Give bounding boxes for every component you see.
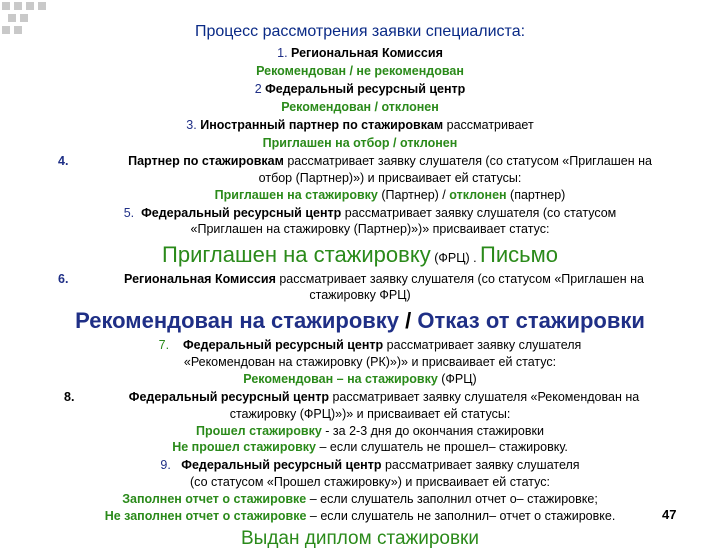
- step-number: 5.: [123, 206, 135, 220]
- step-title: Федеральный ресурсный центр: [141, 206, 342, 220]
- step-9-status-2: Не заполнен отчет о стажировке – если слушатель не заполнил– отчет о стажировке.: [104, 509, 616, 523]
- step-5-line1: [10, 206, 720, 221]
- step-title: Федеральный ресурсный центр: [181, 458, 382, 472]
- step-9-line2: (со статусом «Прошел стажировку») и присваивает ей статус:: [190, 475, 550, 489]
- step-8-status-1: Прошел стажировку - за 2-3 дня до окончания стажировки: [196, 424, 544, 438]
- step-number: 1.: [277, 46, 288, 60]
- step-title: Федеральный ресурсный центр: [265, 82, 466, 96]
- step-5-line2: «Приглашен на стажировку (Партнер)»)» присваивает статус:: [190, 222, 550, 236]
- step-number: 4.: [58, 154, 69, 168]
- step-number: 3.: [186, 118, 197, 132]
- step-8-line2: стажировку (ФРЦ)»)» и присваивает ей статусы:: [229, 407, 511, 421]
- step-number: 2: [254, 82, 262, 96]
- step-number: 8.: [64, 390, 75, 404]
- step-3: [0, 118, 720, 133]
- cut-off-line: Выдан диплом стажировки: [241, 528, 479, 549]
- step-title: Региональная Комиссия: [124, 272, 276, 286]
- step-4-line1: [30, 154, 720, 169]
- step-1: [0, 46, 720, 61]
- step-title: Федеральный ресурсный центр: [183, 338, 384, 352]
- page-number: 47: [662, 507, 677, 522]
- step-title: Партнер по стажировкам: [128, 154, 284, 168]
- step-2: [0, 82, 720, 97]
- step-text: рассматривает заявку слушателя (со статусом: [341, 206, 617, 220]
- step-7-status: Рекомендован – на стажировку (ФРЦ): [243, 372, 477, 386]
- step-status: Приглашен на отбор / отклонен: [262, 136, 458, 150]
- step-6-status: Рекомендован на стажировку / Отказ от стажировки: [75, 308, 645, 333]
- step-text: рассматривает заявку слушателя (со статусом «Приглашен на: [275, 272, 644, 286]
- step-4-status: Приглашен на стажировку (Партнер) / отклонен (партнер): [214, 188, 566, 202]
- page-title: Процесс рассмотрения заявки специалиста:: [194, 23, 526, 40]
- step-8-status-2: Не прошел стажировку – если слушатель не прошел– стажировку.: [172, 440, 568, 454]
- step-text: рассматривает заявку слушателя: [383, 338, 582, 352]
- step-status: Рекомендован / отклонен: [281, 100, 439, 114]
- step-status: Рекомендован / не рекомендован: [256, 64, 464, 78]
- step-4-line2: отбор (Партнер)») и присваивает ей статусы:: [258, 171, 522, 185]
- step-5-status: Приглашен на стажировку (ФРЦ) . Письмо: [162, 242, 558, 267]
- step-title: Региональная Комиссия: [291, 46, 443, 60]
- step-9-line1: [10, 458, 720, 473]
- step-7-line2: «Рекомендован на стажировку (РК)»)» и присваивает ей статус:: [183, 355, 557, 369]
- step-number: 7.: [158, 338, 170, 352]
- step-text: рассматривает заявку слушателя «Рекомендован на: [328, 390, 640, 404]
- step-text: рассматривает: [443, 118, 534, 132]
- step-number: 6.: [58, 272, 69, 286]
- step-title: Федеральный ресурсный центр: [128, 390, 329, 404]
- step-6-line2: стажировку ФРЦ): [309, 288, 411, 302]
- step-8-line1: [24, 390, 720, 405]
- step-9-status-1: Заполнен отчет о стажировке – если слушатель заполнил отчет о– стажировке;: [122, 492, 598, 506]
- step-7-line1: [10, 338, 720, 353]
- step-title: Иностранный партнер по стажировкам: [200, 118, 444, 132]
- step-text: рассматривает заявку слушателя (со статусом «Приглашен на: [283, 154, 652, 168]
- step-text: рассматривает заявку слушателя: [381, 458, 580, 472]
- step-number: 9.: [160, 458, 171, 472]
- step-6-line1: [24, 272, 720, 287]
